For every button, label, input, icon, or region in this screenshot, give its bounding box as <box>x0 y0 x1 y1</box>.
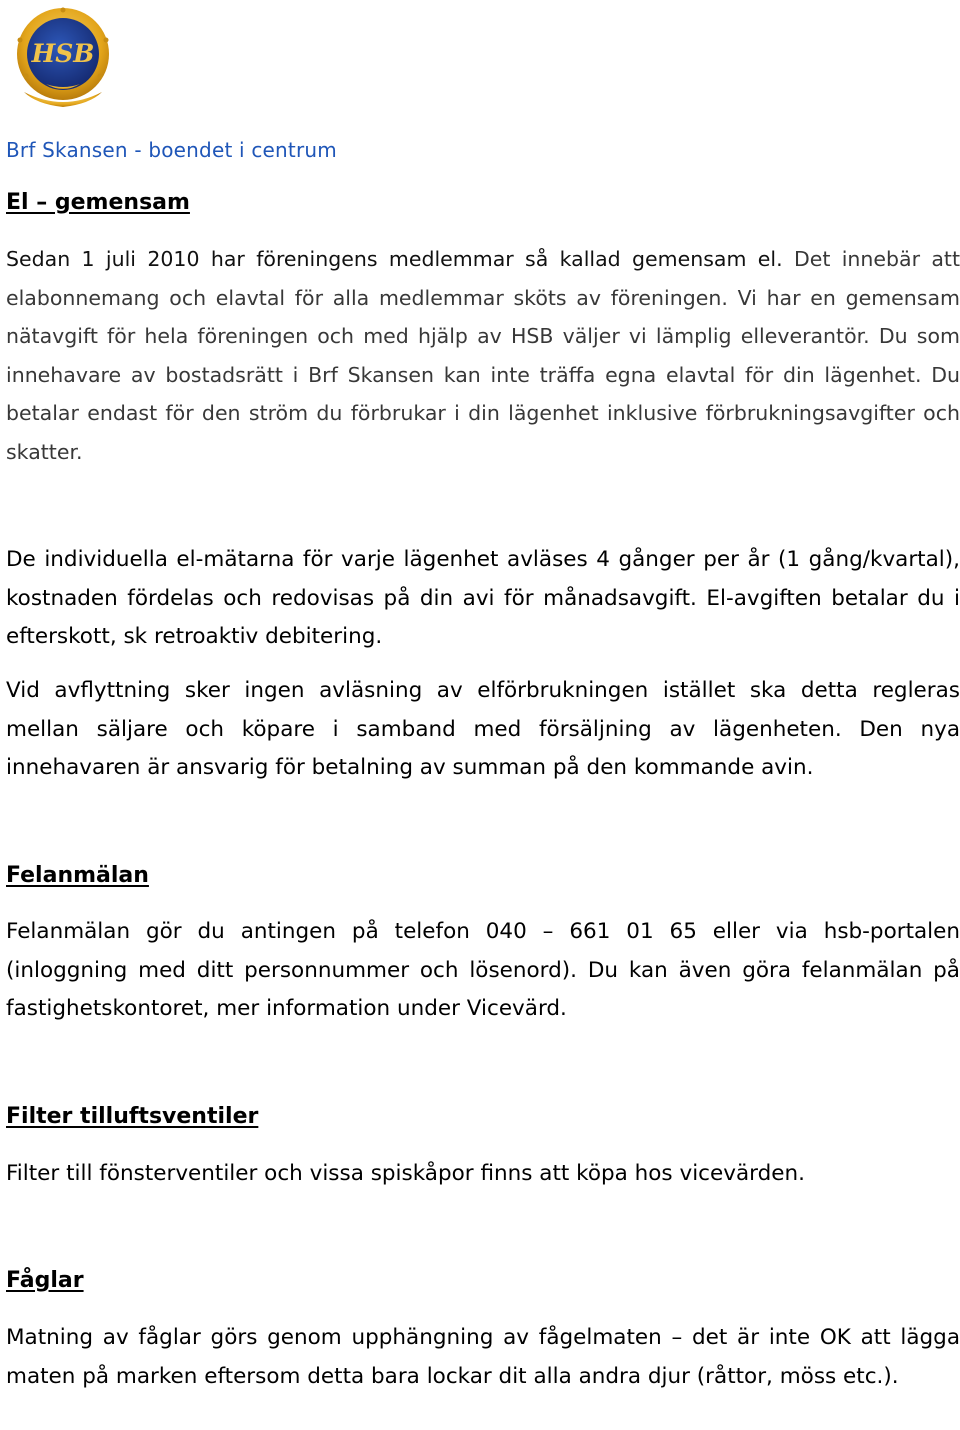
page-title: Brf Skansen - boendet i centrum <box>6 138 337 162</box>
paragraph-el-avflyttning: Vid avflyttning sker ingen avläsning av elförbrukningen istället ska detta regleras mellan säljare och köpare i samband med försäljning av lägenheten. Den nya innehavaren är ansvarig för betalning av summan på den kommande avin. <box>6 678 960 780</box>
heading-faglar: Fåglar <box>6 1268 84 1293</box>
paragraph-el-intro-rest: Det innebär att elabonnemang och elavtal för alla medlemmar sköts av föreningen. Vi har en gemensam nätavgift för hela föreningen och med hjälp av HSB väljer vi lämplig elleverantör. Du som innehavare av bostadsrätt i Brf Skansen kan inte träffa egna elavtal för din lägenhet. Du betalar endast för den ström du förbrukar i din lägenhet inklusive förbrukningsavgifter och skatter. <box>6 247 960 464</box>
logo-lettering: HSB <box>31 39 95 68</box>
heading-felanmalan: Felanmälan <box>6 863 149 888</box>
paragraph-filter: Filter till fönsterventiler och vissa spiskåpor finns att köpa hos vicevärden. <box>6 1161 805 1186</box>
paragraph-el-intro <box>6 240 960 471</box>
paragraph-faglar: Matning av fåglar görs genom upphängning av fågelmaten – det är inte OK att lägga maten på marken eftersom detta bara lockar dit alla andra djur (råttor, möss etc.). <box>6 1325 960 1389</box>
paragraph-el-matare: De individuella el-mätarna för varje lägenhet avläses 4 gånger per år (1 gång/kvartal), kostnaden fördelas och redovisas på din avi för månadsavgift. El-avgiften betalar du i efterskott, sk retroaktiv debitering. <box>6 547 960 649</box>
heading-filter: Filter tilluftsventiler <box>6 1104 259 1129</box>
hsb-logo <box>4 4 122 110</box>
heading-el-gemensam: El – gemensam <box>6 190 190 215</box>
paragraph-el-intro-lead: Sedan 1 juli 2010 har föreningens medlemmar så kallad gemensam el. <box>6 247 783 271</box>
paragraph-felanmalan: Felanmälan gör du antingen på telefon 040 – 661 01 65 eller via hsb-portalen (inloggning med ditt personnummer och lösenord). Du kan även göra felanmälan på fastighetskontoret, mer information under Vicevärd. <box>6 919 960 1021</box>
